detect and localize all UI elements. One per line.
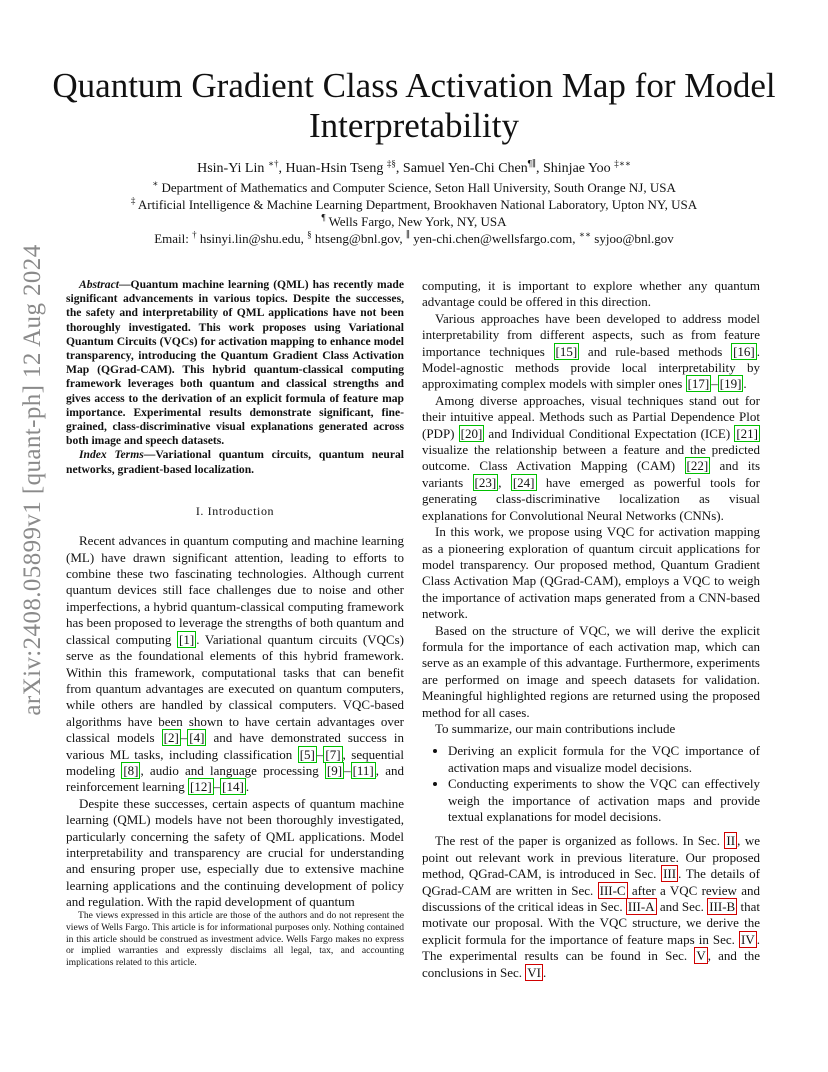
citation-link[interactable]: [5] xyxy=(299,746,315,762)
right-column xyxy=(422,278,760,981)
body-paragraph: The rest of the paper is organized as follows. In Sec. II , we point out relevant work in previous literature. Our proposed method, QGrad-CAM, is introduced in Sec. III . The details of QGrad-CAM are written in Sec. III-C after a VQC review and discussions of the critical ideas in Sec. III-A and Sec. III-B that motivate our proposal. With the VQC structure, we derive the explicit formula for the importance of feature maps in Sec. IV . The experimental results can be found in Sec. V , and the conclusions in Sec. VI . xyxy=(422,833,761,980)
citation-link[interactable]: [4] xyxy=(189,730,205,746)
affiliation-mark: ‡ xyxy=(130,195,136,206)
index-terms xyxy=(66,448,404,476)
arxiv-identifier-stamp[interactable] xyxy=(16,244,50,716)
paper-title: Quantum Gradient Class Activation Map for Model Interpretability xyxy=(52,66,776,145)
citation-link[interactable]: [19] xyxy=(719,376,742,392)
affiliation-line xyxy=(60,214,768,230)
author-mark: ‡§ xyxy=(386,158,396,169)
list-item: • Deriving an explicit formula for the VQC importance of activation maps and visualize model decisions. xyxy=(448,743,760,776)
arxiv-stamp-text: arXiv:2408.05899v1 [quant-ph] 12 Aug 2024 xyxy=(19,244,46,716)
citation-link[interactable]: [24] xyxy=(512,474,535,490)
email-address[interactable]: syjoo@bnl.gov xyxy=(594,231,674,246)
left-column xyxy=(66,278,404,911)
index-terms-text: —Variational quantum circuits, quantum neural networks, gradient-based localization. xyxy=(66,448,404,476)
abstract-label: Abstract xyxy=(79,278,119,291)
intro-paragraph: Despite these successes, certain aspects of quantum machine learning (QML) models have not been thoroughly investigated, particularly concerning the safety of QML applications. Model interpretability and transparency are crucial for understanding and ensuring proper use, especially due to extensive machine learning applications and the continuing development of policy and regulation. With the rapid development of quantum xyxy=(66,795,404,910)
body-paragraph: To summarize, our main contributions include xyxy=(435,720,676,736)
body-paragraph: Various approaches have been developed to address model interpretability from different aspects, such as from feature importance techniques [15] and rule-based methods [16] . Model-agnostic methods provide local interpretability by approximating complex models with simpler ones [17] – [19] . xyxy=(422,310,760,392)
affiliation-text: Department of Mathematics and Computer Science, Seton Hall University, South Orange NJ, USA xyxy=(161,180,676,195)
author-name: Shinjae Yoo xyxy=(543,161,611,176)
email-address[interactable]: htseng@bnl.gov, xyxy=(314,231,403,246)
author-name: Samuel Yen-Chi Chen xyxy=(402,161,528,176)
index-terms-label: Index Terms xyxy=(79,448,144,462)
section-heading: I. Introduction xyxy=(195,503,275,518)
citation-link[interactable]: [7] xyxy=(325,746,341,762)
abstract xyxy=(66,278,404,448)
affiliation-line xyxy=(60,180,768,196)
citation-link[interactable]: [17] xyxy=(687,376,710,392)
citation-link[interactable]: [23] xyxy=(474,474,497,490)
citation-link[interactable]: [9] xyxy=(326,762,343,778)
author-name: Huan-Hsin Tseng xyxy=(285,161,384,176)
list-item: • Conducting experiments to show the VQC can effectively weigh the importance of activation maps and provide textual explanations for model decisions. xyxy=(448,776,760,825)
body-paragraph: computing, it is important to explore whether any quantum advantage could be offered in this direction. xyxy=(422,278,760,310)
section-link[interactable]: IV xyxy=(741,931,755,947)
section-link[interactable]: VI xyxy=(527,964,541,980)
body-paragraph: Based on the structure of VQC, we will derive the explicit formula for the importance of each activation map, which can serve as an example of this advantage. Furthermore, experiments are performed on image and speech datasets for validation. Meaningful highlighted regions are returned using the proposed method for all cases. xyxy=(422,622,760,720)
citation-link[interactable]: [22] xyxy=(686,458,709,474)
email-mark: ∗∗ xyxy=(578,229,592,240)
section-link[interactable]: III-C xyxy=(599,882,626,898)
citation-link[interactable]: [20] xyxy=(460,425,483,441)
intro-paragraph: Recent advances in quantum computing and machine learning (ML) have drawn significant attention, leading to efforts to combine these two fascinating technologies. Although current quantum devices still face challenges due to noise and other imperfections, a hybrid quantum-classical computing framework has been proposed to leverage the strengths of both quantum and classical computing [1] . Variational quantum circuits (VQCs) serve as the foundational elements of this hybrid framework. Within this framework, computational tasks that can benefit from quantum advantages are executed on quantum computers, while others are handled by classical computers. VQC-based algorithms have been shown to have certain advantages over classical models [2] – [4] and have demonstrated success in various ML tasks, including classification [5] – [7] , sequential modeling [8] , audio and language processing [9] – [11] , and reinforcement learning [12] – [14] . xyxy=(66,533,404,795)
email-address[interactable]: yen-chi.chen@wellsfargo.com, xyxy=(413,231,576,246)
citation-link[interactable]: [12] xyxy=(190,779,212,795)
email-mark: § xyxy=(307,229,312,240)
affiliation-text: Artificial Intelligence & Machine Learning Department, Brookhaven National Laboratory, Upton NY, USA xyxy=(137,197,698,212)
citation-link[interactable]: [21] xyxy=(736,425,758,441)
author-mark: ∗† xyxy=(267,158,279,169)
author-mark: ¶∥ xyxy=(527,158,536,169)
citation-link[interactable]: [11] xyxy=(352,762,374,778)
affiliation-line xyxy=(60,197,768,213)
citation-link[interactable]: [16] xyxy=(733,343,755,359)
citation-link[interactable]: [8] xyxy=(123,762,139,778)
author-name: Hsin-Yi Lin xyxy=(197,161,265,176)
section-link[interactable]: II xyxy=(726,833,736,849)
citation-link[interactable]: [2] xyxy=(163,730,179,746)
email-address[interactable]: hsinyi.lin@shu.edu, xyxy=(199,231,304,246)
citation-link[interactable]: [15] xyxy=(555,343,578,359)
citation-link[interactable]: [14] xyxy=(222,779,244,795)
body-paragraph: In this work, we propose using VQC for activation mapping as a pioneering exploration of quantum circuit applications for model transparency. Our proposed method, Quantum Gradient Class Activation Map (QGrad-CAM), employs a VQC to weigh the importance of activation maps generated from a CNN-based network. xyxy=(422,524,760,622)
footnote xyxy=(66,910,404,969)
author-list: Hsin-Yi Lin ∗†, Huan-Hsin Tseng ‡§, Samuel Yen-Chi Chen¶∥, Shinjae Yoo ‡∗∗ xyxy=(197,158,631,176)
section-link[interactable]: III xyxy=(663,866,677,882)
email-label: Email: xyxy=(154,231,189,246)
email-mark: † xyxy=(192,229,197,240)
body-paragraph: Among diverse approaches, visual techniques stand out for their intuitive appeal. Methods such as Partial Dependence Plot (PDP) [20] and Individual Conditional Expectation (ICE) [21] visualize the relationship between a feature and the predicted outcome. Class Activation Mapping (CAM) [22] and its variants [23] , [24] have emerged as powerful tools for generating class-discriminative localization as visual explanations for Convolutional Neural Networks (CNNs). xyxy=(422,392,760,523)
author-mark: ‡∗∗ xyxy=(614,158,631,169)
affiliation-mark: ¶ xyxy=(321,212,326,223)
abstract-text: —Quantum machine learning (QML) has recently made significant advancements in various topics. Despite the successes, the safety and interpretability of QML applications have not been thoroughly investigated. This work proposes using Variational Quantum Circuits (VQCs) for activation mapping to enhance model transparency, introducing the Quantum Gradient Class Activation Map (QGrad-CAM). This hybrid quantum-classical computing framework leverages both quantum and classical strengths and gives access to the derivation of an explicit formula of feature map importance. Experimental results demonstrate significant, fine-grained, class-discriminative visual explanations generated across both image and speech datasets. xyxy=(66,278,404,448)
footnote-text: The views expressed in this article are those of the authors and do not represent the views of Wells Fargo. This article is for informational purposes only. Nothing contained in this article should be construed as investment advice. Wells Fargo makes no express or implied warranties and expressly disclaims all legal, tax, and accounting implications related to this article. xyxy=(66,910,404,969)
section-link[interactable]: III-B xyxy=(709,899,736,915)
section-link[interactable]: V xyxy=(696,948,706,964)
section-link[interactable]: III-A xyxy=(627,899,655,915)
email-mark: ∥ xyxy=(405,229,411,240)
affiliation-text: Wells Fargo, New York, NY, USA xyxy=(328,214,507,229)
citation-link[interactable]: [1] xyxy=(179,631,195,647)
email-line xyxy=(60,231,768,247)
affiliation-mark: ∗ xyxy=(152,178,159,189)
contributions-list xyxy=(422,743,760,825)
